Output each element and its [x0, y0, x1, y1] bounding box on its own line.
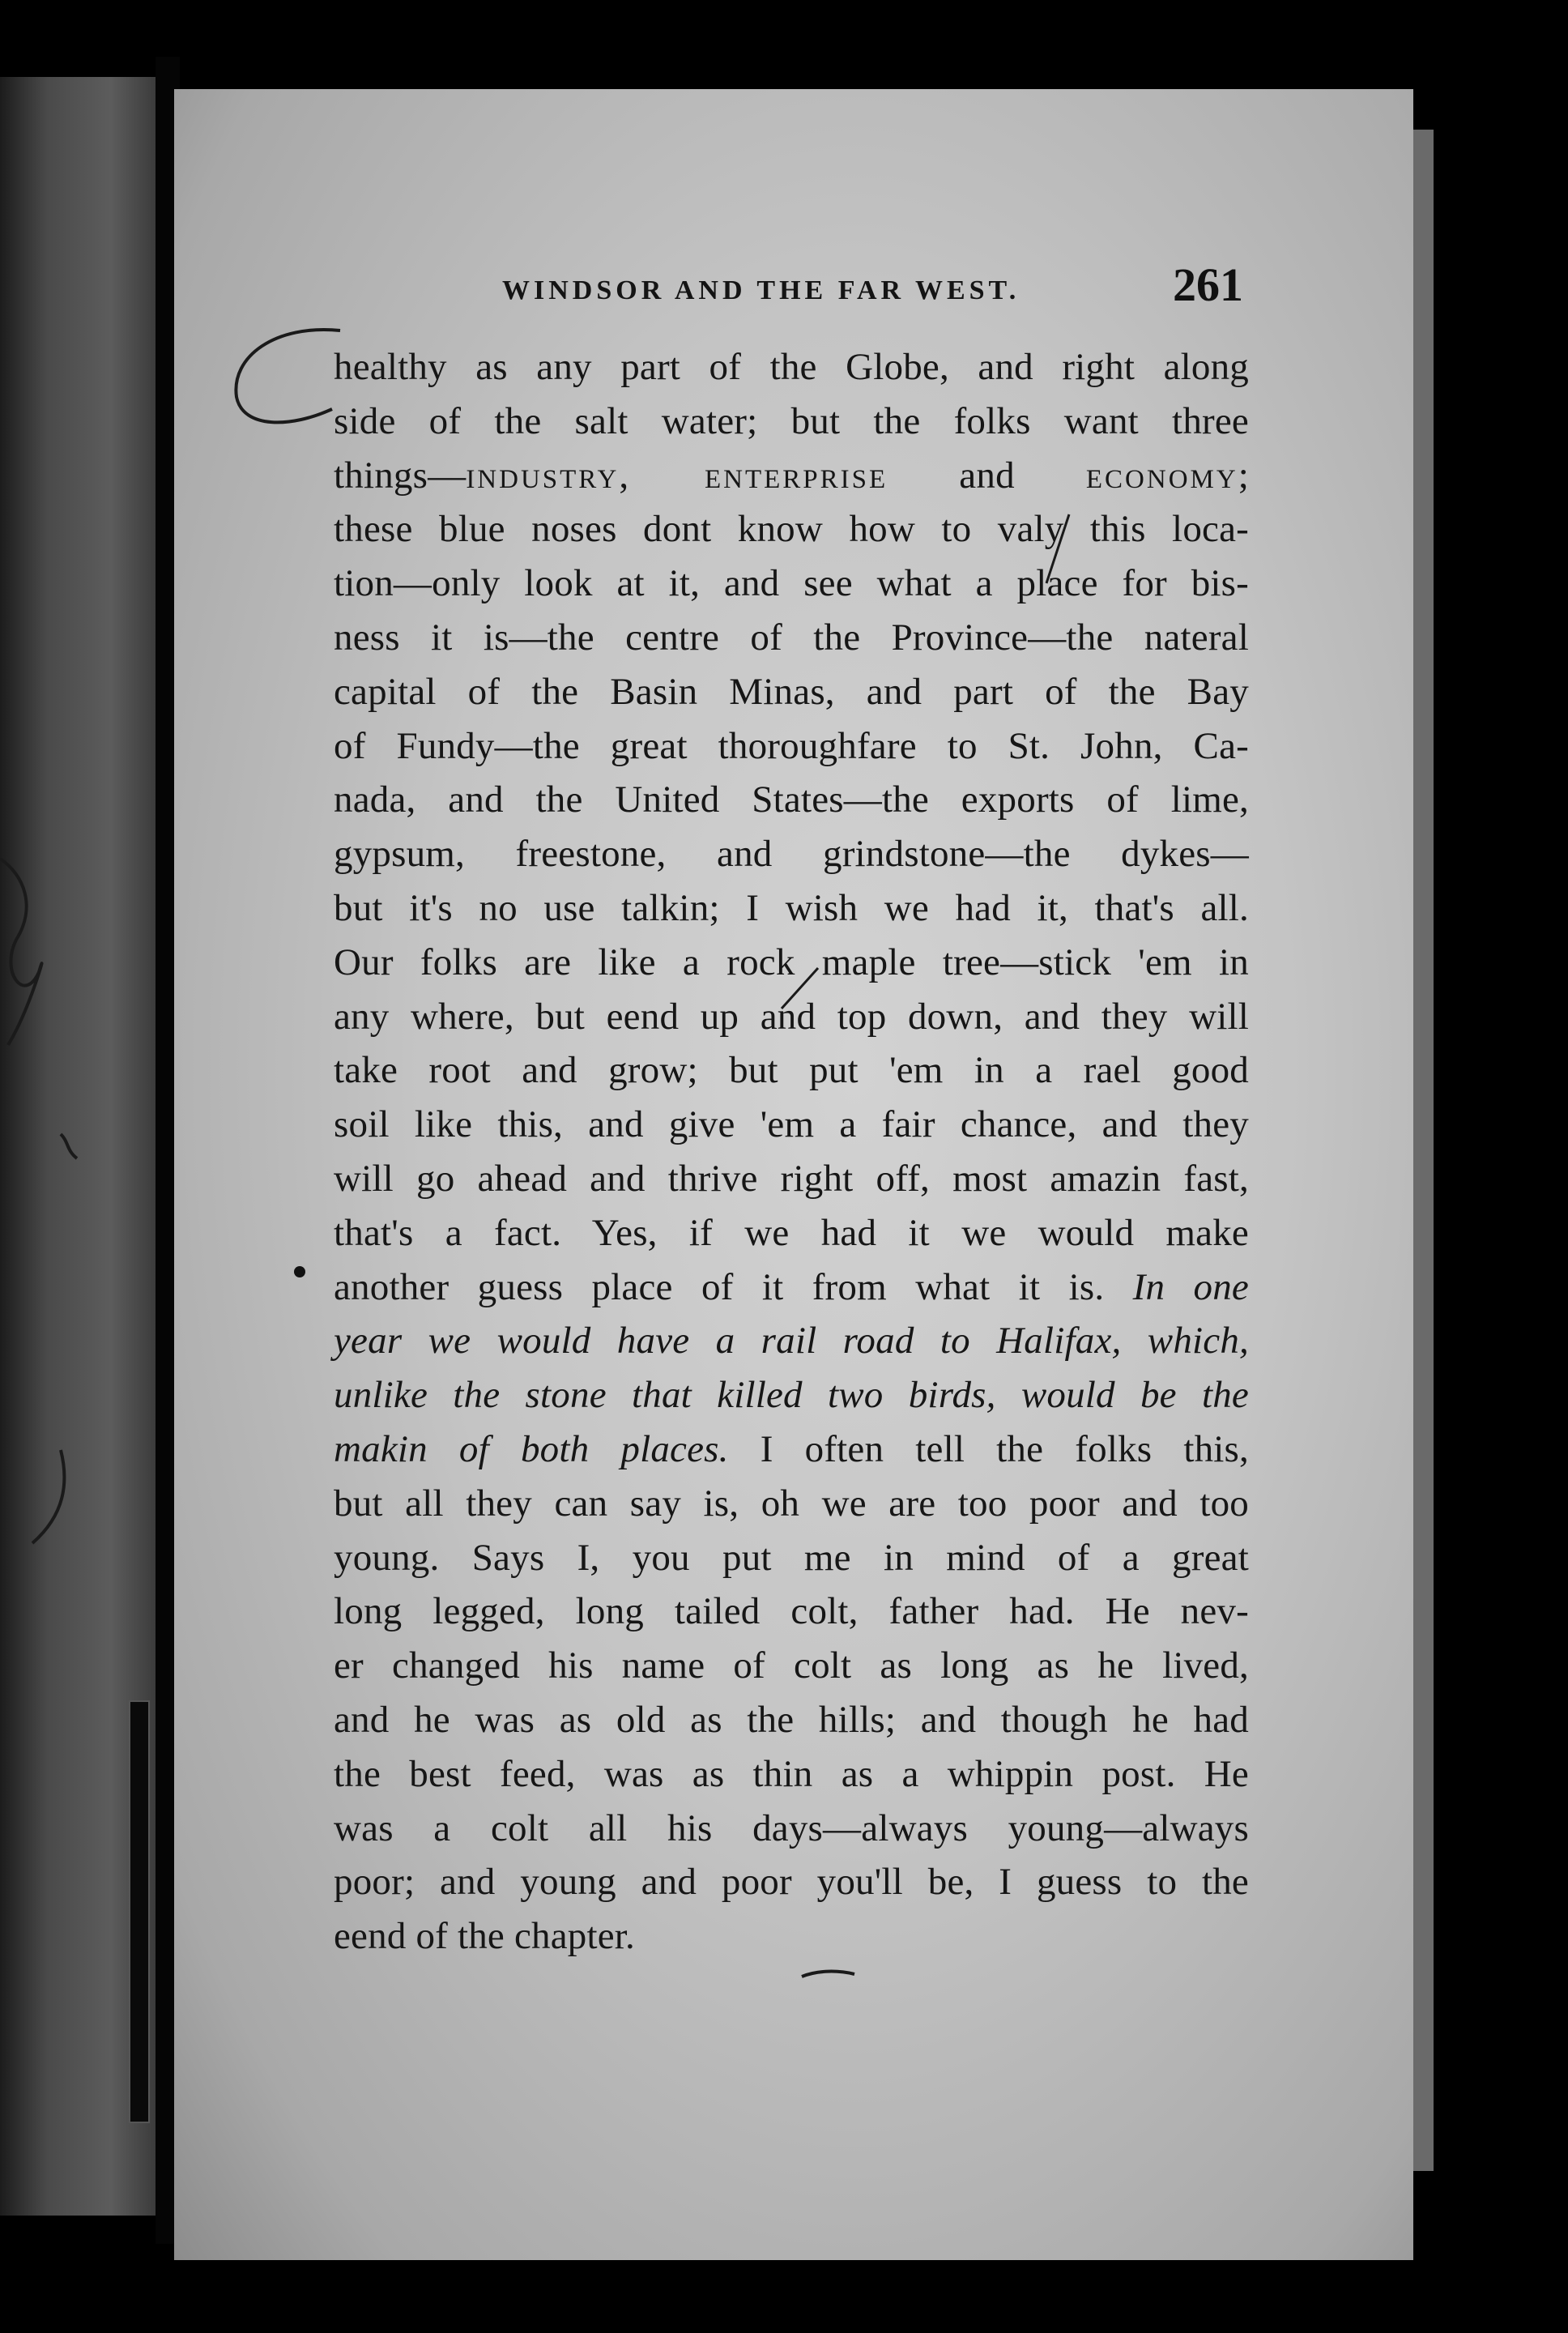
- text-segment: poor; and young and poor you'll be, I guess to the: [334, 1861, 1249, 1904]
- text-line: [334, 936, 1249, 990]
- text-line: [334, 1422, 1249, 1477]
- text-line: [334, 1152, 1249, 1206]
- text-line: [334, 665, 1249, 719]
- text-segment: I often tell the folks this,: [728, 1427, 1249, 1470]
- text-line: [334, 827, 1249, 881]
- text-line: [334, 1747, 1249, 1802]
- text-line: [334, 1531, 1249, 1585]
- text-line: [334, 502, 1249, 557]
- text-line: [334, 1477, 1249, 1531]
- text-segment: side of the salt water; but the folks want three: [334, 399, 1249, 442]
- text-line: [334, 340, 1249, 395]
- text-segment: er changed his name of colt as long as he lived,: [334, 1644, 1249, 1687]
- text-line: [334, 1909, 1249, 1964]
- text-segment: of Fundy—the great thoroughfare to St. John, Ca-: [334, 724, 1249, 767]
- text-segment: but all they can say is, oh we are too poor and too: [334, 1482, 1249, 1525]
- text-segment: will go ahead and thrive right off, most amazin fast,: [334, 1157, 1249, 1200]
- text-line: [334, 557, 1249, 611]
- text-segment: unlike the stone that killed two birds, would be the: [334, 1374, 1249, 1417]
- text-segment: nada, and the United States—the exports of lime,: [334, 778, 1249, 821]
- text-line: [334, 881, 1249, 936]
- text-line: [334, 1043, 1249, 1098]
- text-line: [334, 611, 1249, 665]
- text-segment: things—: [334, 454, 467, 497]
- text-segment: take root and grow; but put 'em in a rael good: [334, 1049, 1249, 1092]
- text-segment: Our folks are like a rock maple tree—stick 'em in: [334, 940, 1249, 983]
- text-segment: any where, but eend up and top down, and they will: [334, 995, 1249, 1038]
- text-segment: year we would have a rail road to Halifax, which,: [334, 1320, 1249, 1363]
- text-segment: industry, enterprise: [466, 454, 888, 497]
- text-segment: young. Says I, you put me in mind of a great: [334, 1536, 1249, 1579]
- text-line: [334, 1314, 1249, 1368]
- text-line: [334, 395, 1249, 449]
- text-line: [334, 1260, 1249, 1315]
- text-line: [334, 1368, 1249, 1422]
- text-segment: gypsum, freestone, and grindstone—the dykes—: [334, 833, 1249, 876]
- text-line: [334, 773, 1249, 827]
- text-line: [334, 1802, 1249, 1856]
- text-segment: tion—only look at it, and see what a place for bis-: [334, 562, 1249, 605]
- text-segment: was a colt all his days—always young—always: [334, 1806, 1249, 1849]
- running-head: WINDSOR AND THE FAR WEST.: [502, 275, 1020, 305]
- text-segment: ness it is—the centre of the Province—the nateral: [334, 616, 1249, 659]
- text-line: [334, 1639, 1249, 1693]
- text-segment: economy: [1085, 454, 1238, 497]
- text-segment: that's a fact. Yes, if we had it we would make: [334, 1211, 1249, 1254]
- text-line: [334, 1206, 1249, 1260]
- text-segment: but it's no use talkin; I wish we had it, that's all.: [334, 886, 1249, 929]
- text-line: [334, 1584, 1249, 1639]
- text-segment: eend of the chapter.: [334, 1915, 635, 1958]
- text-segment: long legged, long tailed colt, father had. He nev-: [334, 1590, 1249, 1633]
- previous-page-edge: [0, 77, 158, 2216]
- page-number: 261: [1173, 258, 1243, 311]
- body-text: [334, 340, 1249, 1964]
- text-segment: makin of both places.: [334, 1427, 729, 1470]
- text-segment: these blue noses dont know how to valy this loca-: [334, 508, 1249, 551]
- page-right-edge: [1413, 130, 1434, 2171]
- text-segment: healthy as any part of the Globe, and right along: [334, 346, 1249, 388]
- text-line: [334, 1098, 1249, 1152]
- text-segment: In one: [1132, 1265, 1249, 1308]
- text-segment: another guess place of it from what it is.: [334, 1265, 1133, 1308]
- text-segment: capital of the Basin Minas, and part of the Bay: [334, 670, 1249, 713]
- text-line: [334, 449, 1249, 503]
- text-segment: and: [888, 454, 1086, 497]
- text-segment: and he was as old as the hills; and though he had: [334, 1698, 1249, 1741]
- text-segment: soil like this, and give 'em a fair chance, and they: [334, 1103, 1249, 1146]
- text-line: [334, 1855, 1249, 1909]
- text-line: [334, 719, 1249, 774]
- text-segment: the best feed, was as thin as a whippin post. He: [334, 1752, 1249, 1795]
- text-line: [334, 1693, 1249, 1747]
- text-line: [334, 990, 1249, 1044]
- text-segment: ;: [1238, 454, 1249, 497]
